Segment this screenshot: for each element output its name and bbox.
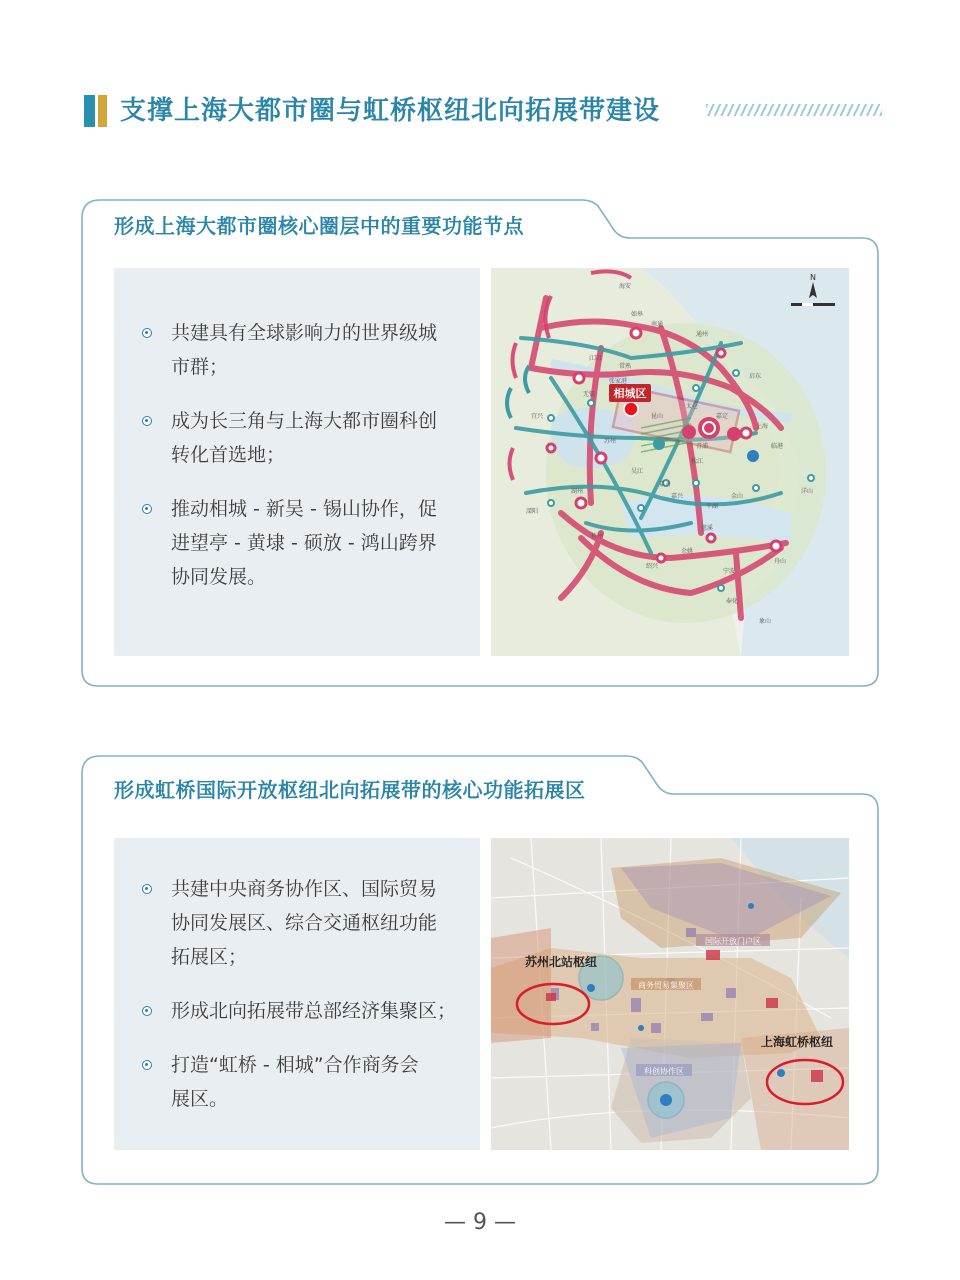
svg-text:嘉定: 嘉定 — [716, 413, 729, 420]
svg-text:通州: 通州 — [696, 331, 709, 338]
bullet-dot-icon — [142, 1006, 152, 1016]
bullet-item — [142, 316, 462, 384]
svg-text:南通: 南通 — [651, 321, 664, 328]
hub-node-icon — [698, 417, 720, 439]
bullet-text: 形成北向拓展带总部经济集聚区； — [171, 1000, 457, 1022]
zone-label: 国际开放门户区 — [705, 937, 761, 946]
bullet-text: 拓展区； — [171, 946, 248, 968]
svg-text:湖州: 湖州 — [571, 488, 584, 495]
bullet-dot-icon — [142, 416, 152, 426]
section-heading: 形成上海大都市圈核心圈层中的重要功能节点 — [114, 214, 524, 238]
section-card-2 — [80, 754, 880, 1186]
section-heading: 形成虹桥国际开放枢纽北向拓展带的核心功能拓展区 — [114, 778, 586, 802]
map-figure — [491, 838, 849, 1150]
bullet-text: 推动相城 - 新吴 - 锡山协作，促 — [171, 498, 437, 520]
svg-text:象山: 象山 — [759, 618, 772, 625]
bullet-item — [142, 994, 462, 1028]
bullet-item — [142, 404, 462, 472]
svg-text:金山: 金山 — [731, 493, 744, 500]
page-number-dash-left: — — [444, 1210, 473, 1235]
svg-text:溧阳: 溧阳 — [526, 508, 539, 515]
svg-text:昆山: 昆山 — [651, 413, 664, 420]
svg-text:松江: 松江 — [691, 458, 704, 465]
page-number-dash-right: — — [487, 1210, 516, 1235]
svg-text:太仓: 太仓 — [686, 403, 699, 410]
bullet-text: 展区。 — [171, 1088, 229, 1110]
section-card-1 — [80, 198, 880, 688]
expansion-belt-map — [491, 838, 849, 1150]
svg-text:杭州: 杭州 — [591, 533, 604, 540]
svg-text:绍兴: 绍兴 — [646, 563, 659, 570]
bullet-text: 进望亭 - 黄埭 - 硕放 - 鸿山跨界 — [171, 532, 437, 554]
page-number — [0, 1210, 960, 1235]
svg-text:N: N — [810, 273, 816, 282]
svg-text:临港: 临港 — [771, 443, 784, 450]
bullet-item — [142, 492, 462, 594]
svg-text:洋山: 洋山 — [801, 488, 814, 495]
svg-text:嘉善: 嘉善 — [659, 481, 672, 488]
xiangcheng-label: 相城区 — [613, 387, 647, 400]
bullet-text: 共建中央商务协作区、国际贸易 — [171, 878, 438, 900]
svg-text:上海: 上海 — [756, 423, 769, 430]
zone-label: 商务贸易集聚区 — [638, 981, 694, 990]
svg-text:青浦: 青浦 — [696, 443, 709, 450]
title-accent-bar-gold — [98, 95, 107, 127]
bullet-text: 协同发展区、综合交通枢纽功能 — [171, 912, 438, 934]
bullet-dot-icon — [142, 1060, 152, 1070]
title-accent-bar-blue — [84, 95, 95, 127]
xiangcheng-marker-icon — [624, 402, 638, 416]
svg-text:余姚: 余姚 — [681, 548, 694, 555]
bullet-text: 转化首选地； — [171, 444, 286, 466]
text-panel — [114, 838, 480, 1150]
svg-text:平湖: 平湖 — [706, 503, 719, 510]
hongqiao-hub-label: 上海虹桥枢纽 — [761, 1035, 834, 1049]
svg-text:张家港: 张家港 — [609, 378, 628, 385]
svg-text:苏州: 苏州 — [604, 438, 617, 445]
svg-text:舟山: 舟山 — [774, 558, 787, 565]
page-title: 支撑上海大都市圈与虹桥枢纽北向拓展带建设 — [120, 96, 661, 126]
bullet-text: 市群； — [171, 356, 229, 378]
svg-text:宁波: 宁波 — [723, 568, 736, 575]
svg-text:海安: 海安 — [619, 283, 632, 290]
text-panel — [114, 268, 480, 656]
svg-text:启东: 启东 — [749, 373, 762, 380]
bullet-item — [142, 872, 462, 974]
page-header — [84, 92, 884, 132]
svg-text:慈溪: 慈溪 — [701, 525, 714, 532]
svg-text:无锡: 无锡 — [583, 391, 596, 398]
svg-text:吴江: 吴江 — [631, 468, 644, 475]
svg-text:如皋: 如皋 — [631, 311, 644, 318]
title-decoration-hatch — [706, 104, 882, 116]
svg-text:江阴: 江阴 — [589, 355, 602, 362]
svg-text:奉化: 奉化 — [726, 598, 739, 605]
zone-label: 科创协作区 — [644, 1067, 684, 1076]
metropolitan-circle-map — [491, 268, 849, 656]
map-figure — [491, 268, 849, 656]
bullet-text: 成为长三角与上海大都市圈科创 — [171, 410, 438, 432]
page-number-value: 9 — [473, 1210, 487, 1235]
bullet-item — [142, 1048, 462, 1116]
bullet-text: 打造“虹桥 - 相城”合作商务会 — [171, 1054, 419, 1076]
svg-text:嘉兴: 嘉兴 — [671, 493, 684, 500]
bullet-dot-icon — [142, 328, 152, 338]
scale-bar — [791, 303, 835, 306]
suzhou-hub-label: 苏州北站枢纽 — [525, 955, 598, 969]
bullet-dot-icon — [142, 504, 152, 514]
svg-text:宜兴: 宜兴 — [531, 413, 544, 420]
svg-text:常熟: 常熟 — [619, 363, 632, 370]
bullet-text: 协同发展。 — [171, 566, 267, 588]
bullet-dot-icon — [142, 884, 152, 894]
bullet-text: 共建具有全球影响力的世界级城 — [171, 322, 438, 344]
